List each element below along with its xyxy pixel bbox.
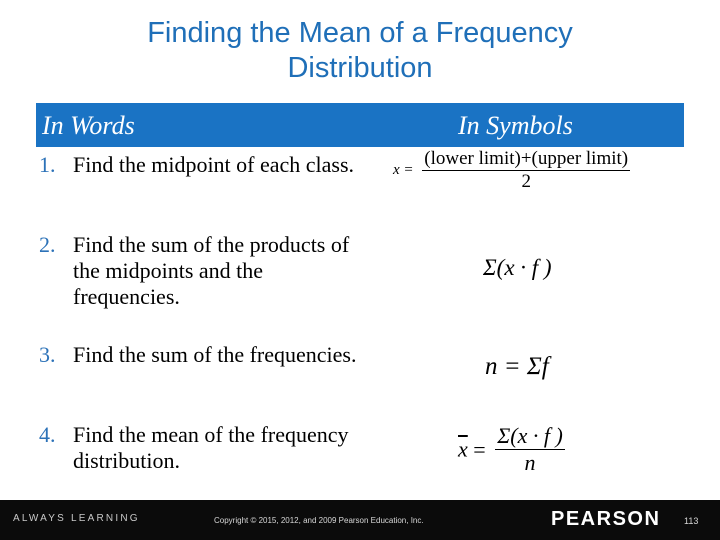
formula-mean <box>458 423 565 476</box>
slide-title <box>0 16 720 86</box>
step-text: Find the mean of the frequency distribution. <box>73 422 349 473</box>
step-text: Find the sum of the products of the midpoints and the frequencies. <box>73 232 350 309</box>
formula-midpoint-denominator: 2 <box>521 171 531 192</box>
step-number: 4. <box>39 422 56 447</box>
formula-midpoint-fraction <box>422 148 630 193</box>
title-line-2: Distribution <box>287 52 433 84</box>
footer-copyright: Copyright © 2015, 2012, and 2009 Pearson Education, Inc. <box>214 516 424 525</box>
formula-midpoint-numerator: (lower limit)+(upper limit) <box>424 148 629 169</box>
formula-sum-products: Σ(x · f ) <box>483 255 552 280</box>
step-3 <box>36 342 366 368</box>
formula-mean-fraction <box>495 423 565 476</box>
step-1 <box>36 152 366 178</box>
formula-midpoint <box>393 148 630 193</box>
step-number: 2. <box>39 232 56 257</box>
header-in-symbols: In Symbols <box>458 111 573 140</box>
step-number: 3. <box>39 342 56 367</box>
formula-sum-f: = Σf <box>497 353 549 380</box>
formula-sum-frequencies <box>485 353 549 381</box>
step-4 <box>36 422 366 474</box>
formula-midpoint-lhs: x = <box>393 162 414 178</box>
step-number: 1. <box>39 152 56 177</box>
footer-bar <box>0 500 720 540</box>
pearson-logo: PEARSON <box>551 508 661 530</box>
step-2 <box>36 232 366 310</box>
table-header-bar <box>36 103 684 147</box>
title-line-1: Finding the Mean of a Frequency <box>147 17 573 49</box>
footer-tagline: ALWAYS LEARNING <box>13 513 140 524</box>
formula-mean-eq: = <box>467 436 486 462</box>
page-number: 113 <box>684 516 699 526</box>
step-text: Find the sum of the frequencies. <box>73 342 357 367</box>
header-in-words: In Words <box>42 111 135 140</box>
step-text: Find the midpoint of each class. <box>73 152 355 177</box>
formula-mean-denominator: n <box>524 450 536 475</box>
formula-mean-xbar: $\overline{x}$ <box>458 436 468 462</box>
formula-mean-numerator: Σ(x · f ) <box>497 423 563 448</box>
formula-n: n <box>485 353 498 380</box>
